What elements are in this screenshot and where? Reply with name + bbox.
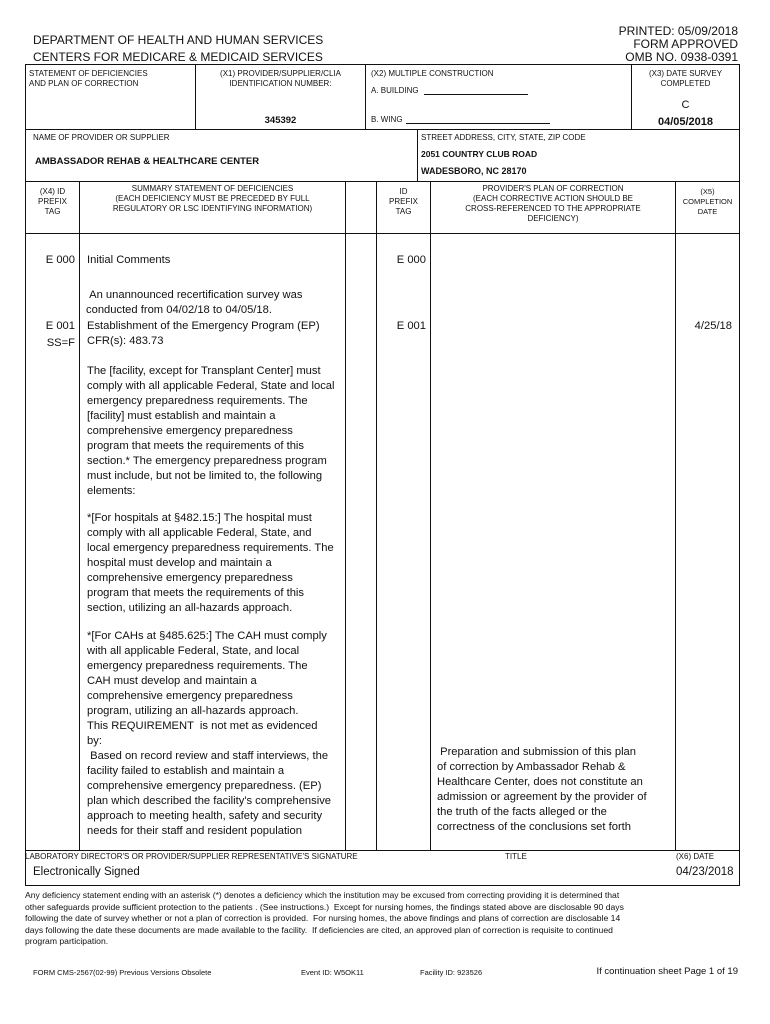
department-name: DEPARTMENT OF HEALTH AND HUMAN SERVICES <box>33 33 324 47</box>
deficiency-paragraph-2: *[For hospitals at §482.15:] The hospital must comply with all applicable Federal, State, and local emergency preparedness requirements. The hospital must develop and maintain a comprehensive emergency preparedness program that meets the requirements of this section, utilizing an all-hazards approach. <box>87 512 334 614</box>
id-tag-e000: E 000 <box>396 254 426 266</box>
signature-date: 04/23/2018 <box>676 866 734 878</box>
address-label: STREET ADDRESS, CITY, STATE, ZIP CODE <box>421 133 586 142</box>
facility-id: Facility ID: 923526 <box>420 968 483 977</box>
statement-label: STATEMENT OF DEFICIENCIES AND PLAN OF CORRECTION <box>29 69 148 88</box>
signature-date-label: (X6) DATE <box>676 852 715 861</box>
x5-column-header: (X5) COMPLETION DATE <box>682 187 733 216</box>
survey-completed-date: 04/05/2018 <box>657 116 714 128</box>
address-street: 2051 COUNTRY CLUB ROAD <box>421 149 538 159</box>
deficiency-paragraph-3: *[For CAHs at §485.625:] The CAH must comply with all applicable Federal, State, and local emergency preparedness requirements. The CAH must develop and maintain a comprehensive emergency preparedness program, utilizing an all-hazards approach. This REQUIREMENT is not met as evidenced by: Based on record review and staff interviews, the facility failed to establish and maintain a comprehensive emergency preparedness. (EP) plan which described the facility's comprehensive approach to meeting health, safety and security needs for their staff and resident population <box>87 630 332 837</box>
survey-statement: An unannounced recertification survey was conducted from 04/02/18 to 04/05/18. <box>86 289 303 316</box>
agency-name: CENTERS FOR MEDICARE & MEDICAID SERVICES <box>33 50 323 64</box>
building-label: A. BUILDING <box>371 86 419 95</box>
x1-label: (X1) PROVIDER/SUPPLIER/CLIA IDENTIFICATION NUMBER: <box>220 69 341 88</box>
signature-value: Electronically Signed <box>33 866 140 878</box>
tag-e000: E 000 <box>45 254 75 266</box>
tag-severity: SS=F <box>46 337 75 349</box>
x3-code: C <box>681 99 690 111</box>
id-column-header: ID PREFIX TAG <box>389 187 418 216</box>
completion-date-e001: 4/25/18 <box>694 320 732 332</box>
initial-comments-heading: Initial Comments <box>87 254 171 266</box>
event-id: Event ID: W5OK11 <box>301 968 364 977</box>
form-number: FORM CMS-2567(02-99) Previous Versions Obsolete <box>33 968 212 977</box>
summary-column-header: SUMMARY STATEMENT OF DEFICIENCIES (EACH DEFICIENCY MUST BE PRECEDED BY FULL REGULATORY OR LSC IDENTIFYING INFORMATION) <box>112 184 313 213</box>
title-label: TITLE <box>505 852 527 861</box>
x3-label: (X3) DATE SURVEY COMPLETED <box>648 69 723 88</box>
provider-name: AMBASSADOR REHAB & HEALTHCARE CENTER <box>35 156 260 167</box>
page-indicator: If continuation sheet Page 1 of 19 <box>596 966 738 977</box>
form-approved: FORM APPROVED <box>633 37 738 51</box>
wing-label: B. WING <box>371 115 403 124</box>
id-tag-e001: E 001 <box>396 320 426 332</box>
tag-e001: E 001 <box>45 320 75 332</box>
printed-date: PRINTED: 05/09/2018 <box>618 24 738 38</box>
signature-label: LABORATORY DIRECTOR'S OR PROVIDER/SUPPLIER REPRESENTATIVE'S SIGNATURE <box>25 852 358 861</box>
disclosure-notice: Any deficiency statement ending with an asterisk (*) denotes a deficiency which the institution may be excused from correcting providing it is determined that other safeguards provide sufficient protection to the patients . (See instructions.) Except for nursing homes, the findings stated above are disclosable 90 days following the date of survey whether or not a plan of correction is provided. For nursing homes, the above findings and plans of correction are disclosable 14 days following the date these documents are made available to the facility. If deficiencies are cited, an approved plan of correction is requisite to continued program participation. <box>25 890 624 947</box>
deficiency-paragraph-1: The [facility, except for Transplant Center] must comply with all applicable Federal, State and local emergency preparedness requirements. The [facility] must establish and maintain a comprehensive emergency preparedness program that meets the requirements of this section.* The emergency preparedness program must include, but not be limited to, the following elements: <box>87 365 335 497</box>
x2-label: (X2) MULTIPLE CONSTRUCTION <box>371 69 494 78</box>
omb-number: OMB NO. 0938-0391 <box>625 50 738 64</box>
plan-of-correction-text: Preparation and submission of this plan of correction by Ambassador Rehab & Healthcare Center, does not constitute an admission or agreement by the provider of the truth of the facts alleged or the correctness of the conclusions set forth <box>437 746 647 833</box>
provider-id-number: 345392 <box>264 115 297 126</box>
provider-name-label: NAME OF PROVIDER OR SUPPLIER <box>33 133 170 142</box>
address-city: WADESBORO, NC 28170 <box>421 166 527 176</box>
plan-column-header: PROVIDER'S PLAN OF CORRECTION (EACH CORRECTIVE ACTION SHOULD BE CROSS-REFERENCED TO THE APPROPRIATE DEFICIENCY) <box>465 184 641 223</box>
x4-column-header: (X4) ID PREFIX TAG <box>38 187 67 216</box>
e001-title: Establishment of the Emergency Program (EP) CFR(s): 483.73 <box>87 320 320 347</box>
